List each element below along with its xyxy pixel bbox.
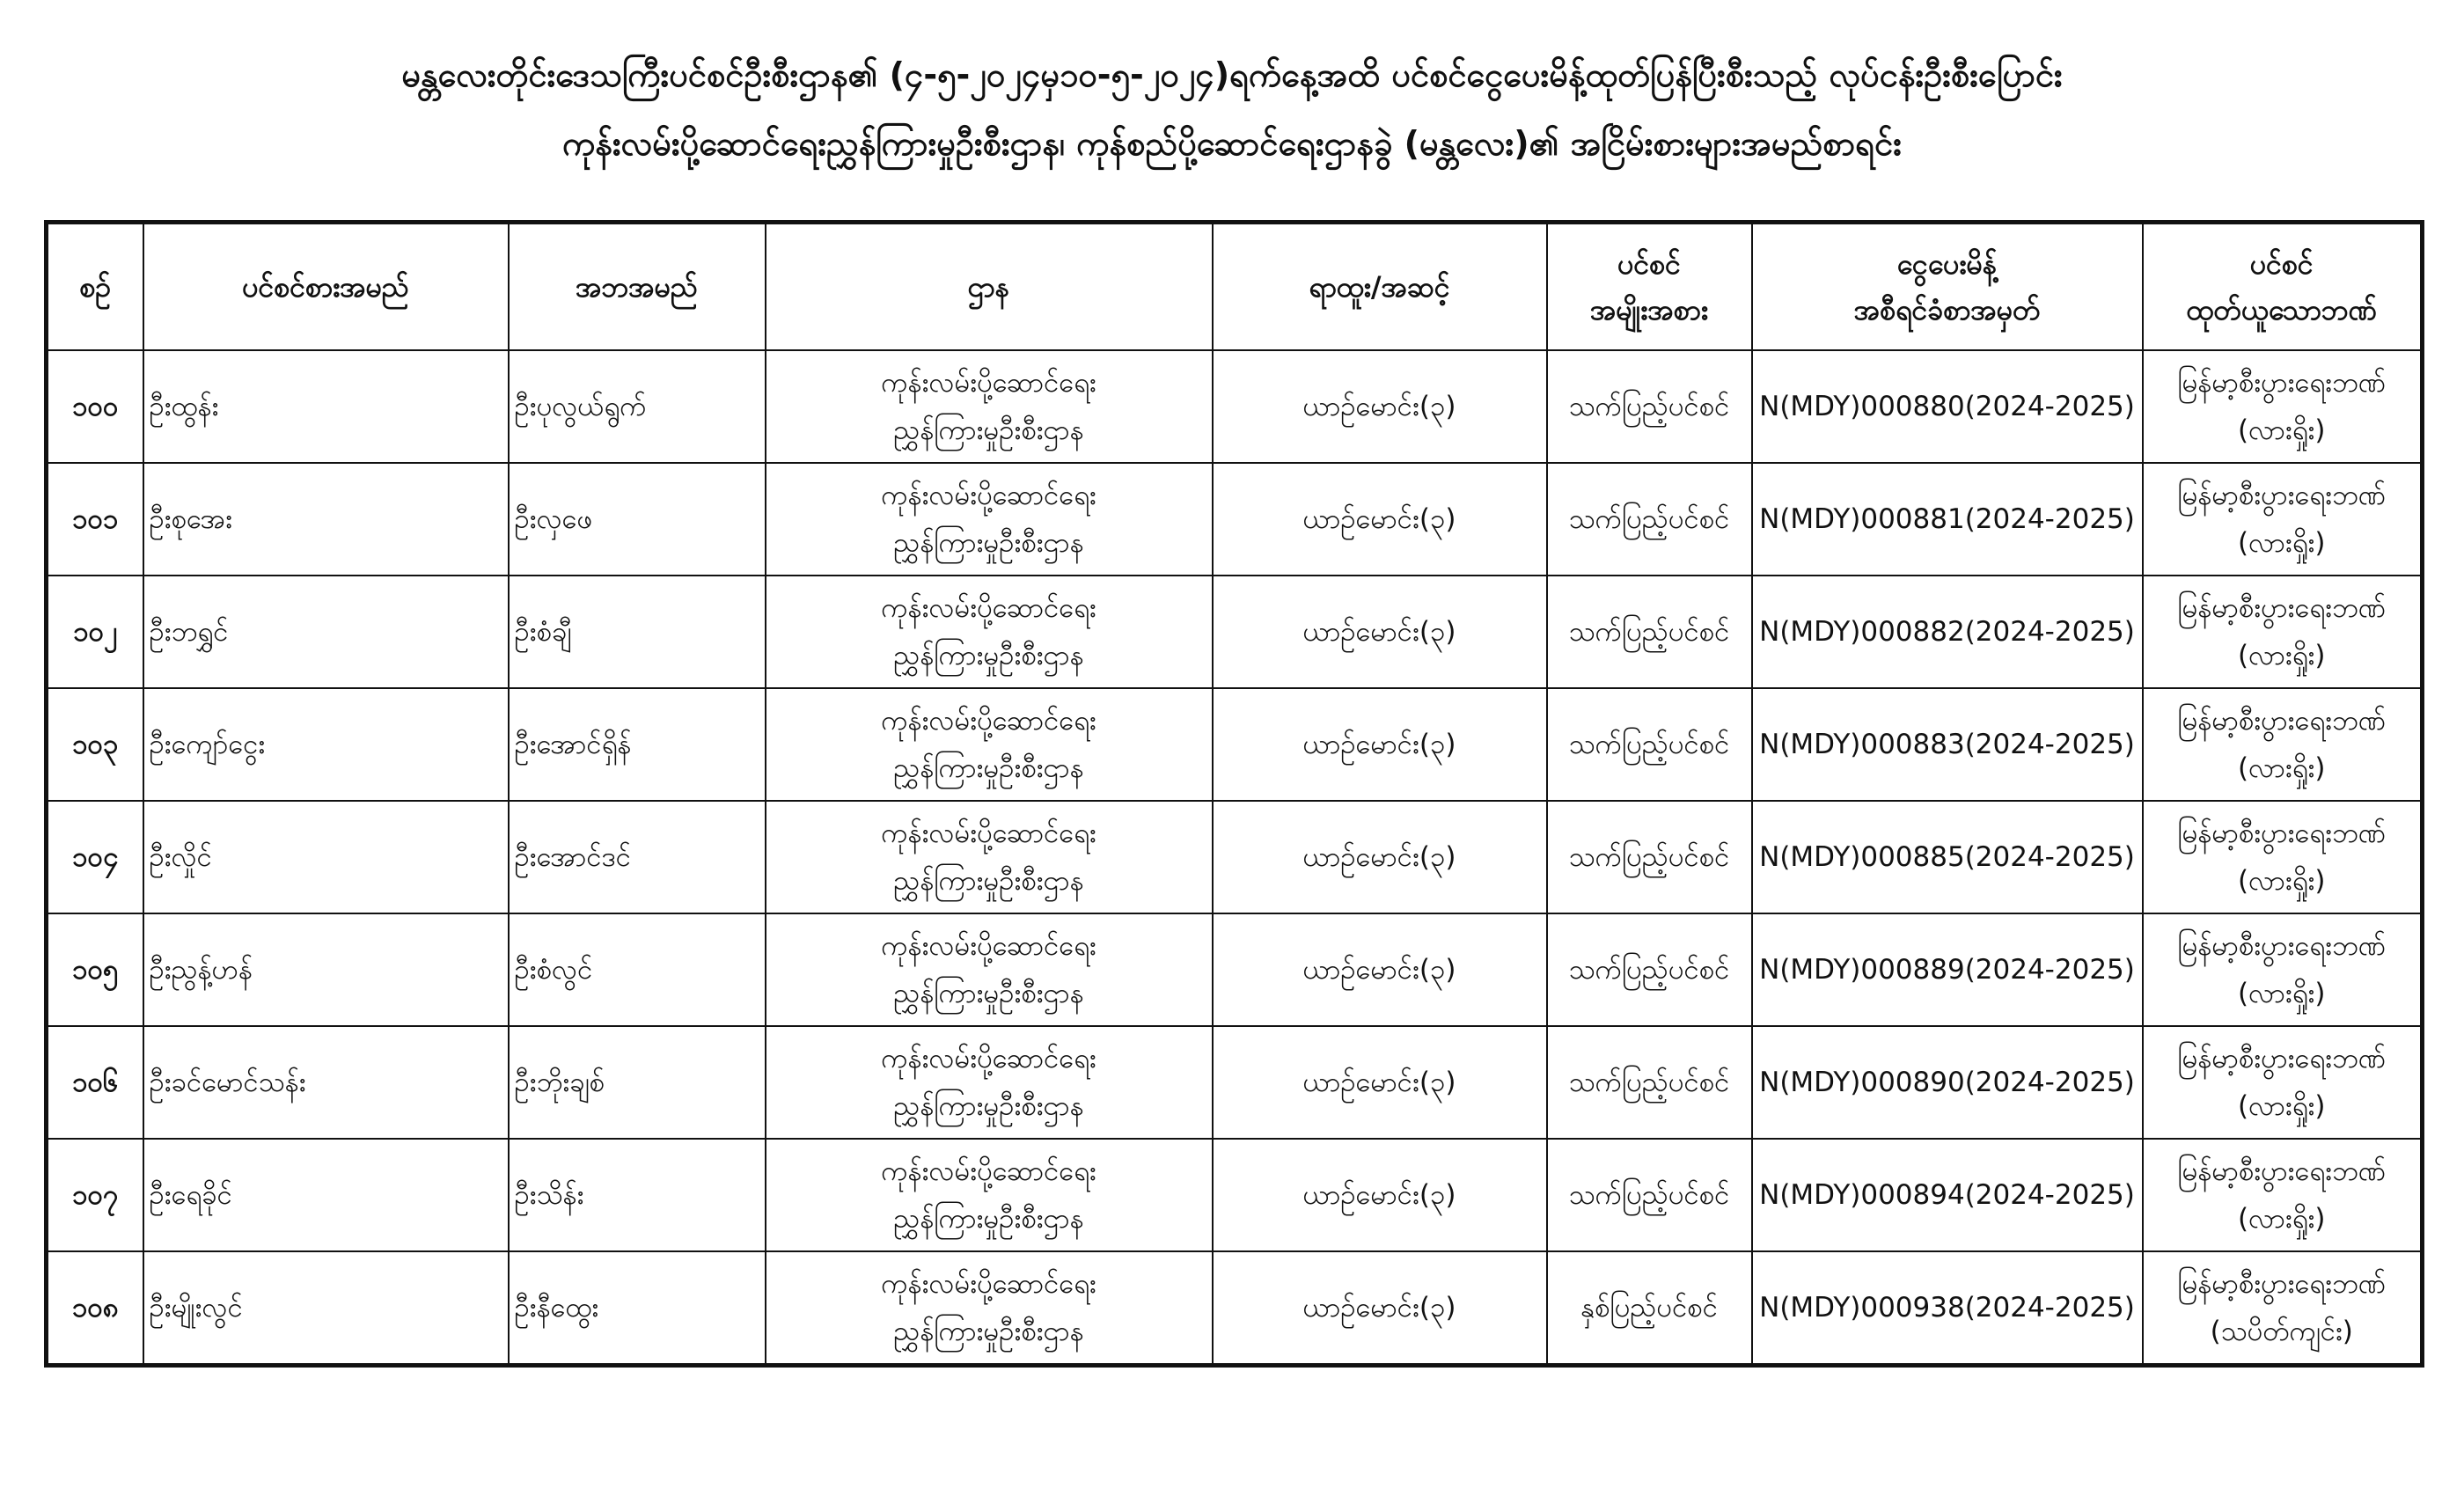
header-bank-line2: ထုတ်ယူသောဘဏ်: [2186, 293, 2377, 326]
cell-serial-number: ၁၀၃: [47, 688, 143, 801]
cell-bank-line2: (လားရှိုး): [2237, 1203, 2326, 1235]
cell-bank: [2143, 463, 2423, 576]
cell-bank: [2143, 1026, 2423, 1139]
cell-pension-type: သက်ပြည့်ပင်စင်: [1547, 688, 1752, 801]
cell-bank-line1: မြန်မာ့စီးပွားရေးဘဏ်: [2177, 930, 2387, 962]
cell-department-line2: ညွှန်ကြားမှုဦးစီးဌာန: [893, 1203, 1084, 1235]
header-father: အဘအမည်: [509, 223, 766, 351]
header-rank: ရာထူး/အဆင့်: [1213, 223, 1547, 351]
cell-department-line2: ညွှန်ကြားမှုဦးစီးဌာန: [893, 865, 1084, 897]
cell-payment-order-number: N(MDY)000883(2024-2025): [1752, 688, 2143, 801]
cell-department-line2: ညွှန်ကြားမှုဦးစီးဌာန: [893, 752, 1084, 784]
cell-pensioner-name: ဦးညွန့်ဟန်: [143, 913, 509, 1026]
table-row: [47, 463, 2423, 576]
cell-father-name: ဦးဘိုးချစ်: [509, 1026, 766, 1139]
cell-father-name: ဦးသိန်း: [509, 1139, 766, 1251]
table-row: [47, 1251, 2423, 1366]
cell-rank: ယာဉ်မောင်း(၃): [1213, 1251, 1547, 1366]
cell-bank: [2143, 576, 2423, 688]
cell-rank: ယာဉ်မောင်း(၃): [1213, 913, 1547, 1026]
cell-rank: ယာဉ်မောင်း(၃): [1213, 463, 1547, 576]
cell-bank: [2143, 1251, 2423, 1366]
header-account: [1752, 223, 2143, 351]
cell-pensioner-name: ဦးကျော်ငွေး: [143, 688, 509, 801]
table-row: [47, 350, 2423, 463]
cell-bank-line1: မြန်မာ့စီးပွားရေးဘဏ်: [2177, 705, 2387, 737]
cell-department-line2: ညွှန်ကြားမှုဦးစီးဌာန: [893, 1090, 1084, 1122]
cell-department: [766, 1026, 1213, 1139]
cell-bank-line2: (လားရှိုး): [2237, 1090, 2326, 1122]
cell-rank: ယာဉ်မောင်း(၃): [1213, 576, 1547, 688]
cell-bank-line2: (လားရှိုး): [2237, 414, 2326, 446]
cell-father-name: ဦးနီထွေး: [509, 1251, 766, 1366]
cell-department: [766, 350, 1213, 463]
cell-department-line2: ညွှန်ကြားမှုဦးစီးဌာန: [893, 640, 1084, 671]
cell-payment-order-number: N(MDY)000890(2024-2025): [1752, 1026, 2143, 1139]
cell-department-line1: ကုန်းလမ်းပို့ဆောင်ရေး: [881, 367, 1096, 399]
header-bank: [2143, 223, 2423, 351]
cell-bank-line1: မြန်မာ့စီးပွားရေးဘဏ်: [2177, 818, 2387, 849]
cell-bank: [2143, 913, 2423, 1026]
table-row: [47, 1139, 2423, 1251]
cell-bank-line2: (လားရှိုး): [2237, 752, 2326, 784]
cell-serial-number: ၁၀၁: [47, 463, 143, 576]
cell-department: [766, 1139, 1213, 1251]
cell-payment-order-number: N(MDY)000938(2024-2025): [1752, 1251, 2143, 1366]
cell-payment-order-number: N(MDY)000881(2024-2025): [1752, 463, 2143, 576]
header-bank-line1: ပင်စင်: [2249, 247, 2314, 281]
cell-bank: [2143, 1139, 2423, 1251]
cell-father-name: ဦးစံချီ: [509, 576, 766, 688]
cell-pension-type: နှစ်ပြည့်ပင်စင်: [1547, 1251, 1752, 1366]
cell-payment-order-number: N(MDY)000894(2024-2025): [1752, 1139, 2143, 1251]
title-line-1: မန္တလေးတိုင်းဒေသကြီးပင်စင်ဦးစီးဌာန၏ (၄-၅-၂၀၂၄မှ၁၀-၅-၂၀၂၄)ရက်နေ့အထိ ပင်စင်ငွေပေးမိန့်ထုတ်ပြန်ပြီးစီးသည့် လုပ်ငန်းဦးစီးပြောင်း: [401, 55, 2063, 94]
cell-pension-type: သက်ပြည့်ပင်စင်: [1547, 463, 1752, 576]
cell-department-line2: ညွှန်ကြားမှုဦးစီးဌာန: [893, 527, 1084, 559]
table-row: [47, 801, 2423, 913]
cell-department-line1: ကုန်းလမ်းပို့ဆောင်ရေး: [881, 1155, 1096, 1187]
cell-department: [766, 688, 1213, 801]
table-body: [47, 350, 2423, 1366]
cell-father-name: ဦးစံလွင်: [509, 913, 766, 1026]
header-account-line2: အစီရင်ခံစာအမှတ်: [1853, 293, 2041, 326]
table-row: [47, 688, 2423, 801]
table-row: [47, 1026, 2423, 1139]
cell-father-name: ဦးအောင်ရှိန်: [509, 688, 766, 801]
cell-department-line2: ညွှန်ကြားမှုဦးစီးဌာန: [893, 978, 1084, 1009]
cell-bank-line2: (လားရှိုး): [2237, 865, 2326, 897]
cell-bank-line2: (သပိတ်ကျင်း): [2210, 1316, 2353, 1347]
cell-department-line1: ကုန်းလမ်းပို့ဆောင်ရေး: [881, 818, 1096, 849]
cell-bank-line1: မြန်မာ့စီးပွားရေးဘဏ်: [2177, 592, 2387, 624]
cell-department-line1: ကုန်းလမ်းပို့ဆောင်ရေး: [881, 930, 1096, 962]
cell-payment-order-number: N(MDY)000880(2024-2025): [1752, 350, 2143, 463]
cell-pension-type: သက်ပြည့်ပင်စင်: [1547, 576, 1752, 688]
header-no: စဉ်: [47, 223, 143, 351]
cell-rank: ယာဉ်မောင်း(၃): [1213, 1026, 1547, 1139]
cell-bank-line1: မြန်မာ့စီးပွားရေးဘဏ်: [2177, 1155, 2387, 1187]
cell-bank-line1: မြန်မာ့စီးပွားရေးဘဏ်: [2177, 367, 2387, 399]
cell-bank: [2143, 688, 2423, 801]
cell-department: [766, 463, 1213, 576]
cell-father-name: ဦးအောင်ဒင်: [509, 801, 766, 913]
cell-serial-number: ၁၀၄: [47, 801, 143, 913]
header-type-line2: အမျိုးအစား: [1589, 293, 1709, 326]
header-name: ပင်စင်စားအမည်: [143, 223, 509, 351]
cell-department-line2: ညွှန်ကြားမှုဦးစီးဌာန: [893, 414, 1084, 446]
table-row: [47, 913, 2423, 1026]
cell-serial-number: ၁၀၂: [47, 576, 143, 688]
cell-bank-line1: မြန်မာ့စီးပွားရေးဘဏ်: [2177, 1268, 2387, 1300]
cell-pension-type: သက်ပြည့်ပင်စင်: [1547, 913, 1752, 1026]
cell-pensioner-name: ဦးဘရွှင်: [143, 576, 509, 688]
cell-bank: [2143, 350, 2423, 463]
cell-department-line1: ကုန်းလမ်းပို့ဆောင်ရေး: [881, 705, 1096, 737]
cell-rank: ယာဉ်မောင်း(၃): [1213, 801, 1547, 913]
header-type: [1547, 223, 1752, 351]
cell-department: [766, 1251, 1213, 1366]
cell-department-line1: ကုန်းလမ်းပို့ဆောင်ရေး: [881, 1268, 1096, 1300]
cell-department: [766, 576, 1213, 688]
cell-rank: ယာဉ်မောင်း(၃): [1213, 1139, 1547, 1251]
cell-department-line1: ကုန်းလမ်းပို့ဆောင်ရေး: [881, 1043, 1096, 1074]
cell-bank-line1: မြန်မာ့စီးပွားရေးဘဏ်: [2177, 480, 2387, 511]
title-line-2: ကုန်းလမ်းပို့ဆောင်ရေးညွှန်ကြားမှုဦးစီးဌာန၊ ကုန်စည်ပို့ဆောင်ရေးဌာနခွဲ (မန္တလေး)၏ အငြိမ်းစားများအမည်စာရင်း: [562, 124, 1902, 163]
cell-serial-number: ၁၀၅: [47, 913, 143, 1026]
table-row: [47, 576, 2423, 688]
cell-pension-type: သက်ပြည့်ပင်စင်: [1547, 801, 1752, 913]
cell-rank: ယာဉ်မောင်း(၃): [1213, 350, 1547, 463]
cell-pension-type: သက်ပြည့်ပင်စင်: [1547, 350, 1752, 463]
cell-payment-order-number: N(MDY)000882(2024-2025): [1752, 576, 2143, 688]
cell-department: [766, 913, 1213, 1026]
document-title: [0, 48, 2464, 170]
cell-serial-number: ၁၀၇: [47, 1139, 143, 1251]
cell-pensioner-name: ဦးထွန်း: [143, 350, 509, 463]
cell-serial-number: ၁၀၈: [47, 1251, 143, 1366]
header-account-line1: ငွေပေးမိန့်: [1896, 247, 1998, 281]
cell-department-line1: ကုန်းလမ်းပို့ဆောင်ရေး: [881, 592, 1096, 624]
table-header: [47, 223, 2423, 351]
cell-serial-number: ၁၀၀: [47, 350, 143, 463]
cell-department-line2: ညွှန်ကြားမှုဦးစီးဌာန: [893, 1316, 1084, 1347]
cell-bank: [2143, 801, 2423, 913]
cell-pensioner-name: ဦးလှိုင်: [143, 801, 509, 913]
header-dept: ဌာန: [766, 223, 1213, 351]
cell-pension-type: သက်ပြည့်ပင်စင်: [1547, 1139, 1752, 1251]
cell-bank-line2: (လားရှိုး): [2237, 978, 2326, 1009]
cell-bank-line2: (လားရှိုး): [2237, 527, 2326, 559]
cell-pensioner-name: ဦးစုအေး: [143, 463, 509, 576]
cell-rank: ယာဉ်မောင်း(၃): [1213, 688, 1547, 801]
cell-pensioner-name: ဦးခင်မောင်သန်း: [143, 1026, 509, 1139]
cell-department: [766, 801, 1213, 913]
header-row: [47, 223, 2423, 351]
cell-payment-order-number: N(MDY)000885(2024-2025): [1752, 801, 2143, 913]
cell-pensioner-name: ဦးရေခိုင်: [143, 1139, 509, 1251]
header-type-line1: ပင်စင်: [1617, 247, 1681, 281]
cell-department-line1: ကုန်းလမ်းပို့ဆောင်ရေး: [881, 480, 1096, 511]
cell-father-name: ဦးလှဖေ: [509, 463, 766, 576]
pensioner-table: [44, 220, 2424, 1368]
cell-father-name: ဦးပုလွယ်ရွက်: [509, 350, 766, 463]
cell-bank-line1: မြန်မာ့စီးပွားရေးဘဏ်: [2177, 1043, 2387, 1074]
cell-pension-type: သက်ပြည့်ပင်စင်: [1547, 1026, 1752, 1139]
cell-payment-order-number: N(MDY)000889(2024-2025): [1752, 913, 2143, 1026]
cell-serial-number: ၁၀၆: [47, 1026, 143, 1139]
cell-bank-line2: (လားရှိုး): [2237, 640, 2326, 671]
cell-pensioner-name: ဦးမျိုးလွင်: [143, 1251, 509, 1366]
